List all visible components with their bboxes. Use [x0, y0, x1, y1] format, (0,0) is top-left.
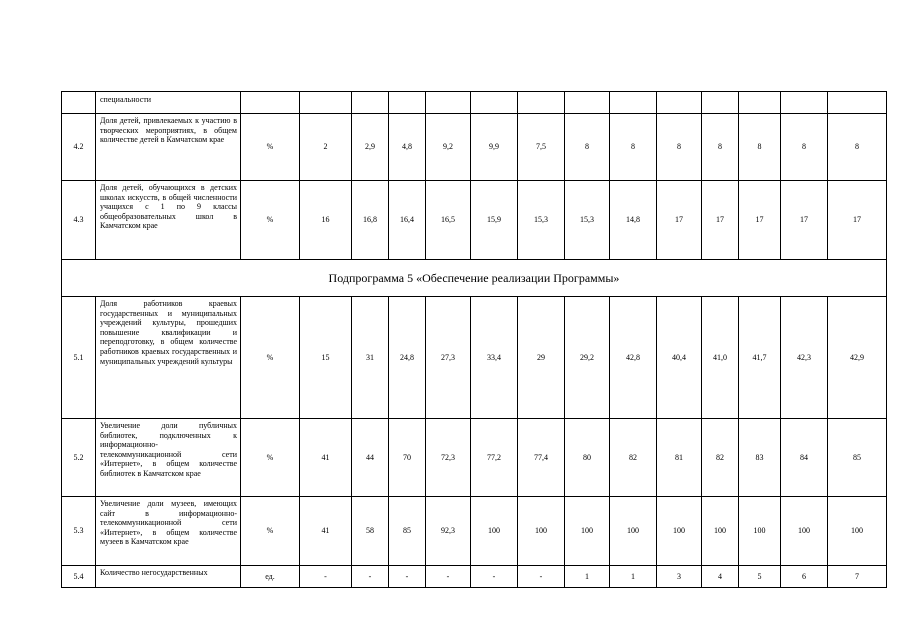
value-cell: -: [471, 566, 518, 588]
value-cell: 41,7: [739, 297, 781, 419]
value-cell: 1: [610, 566, 657, 588]
value-cell: 31: [352, 297, 389, 419]
unit-cell: %: [241, 419, 300, 497]
value-cell: 82: [702, 419, 739, 497]
value-cell: 77,2: [471, 419, 518, 497]
table-row: [62, 419, 887, 497]
value-cell: 1: [565, 566, 610, 588]
unit-cell: [241, 92, 300, 114]
table-row: [62, 566, 887, 588]
table-row: [62, 181, 887, 260]
value-cell: 42,9: [828, 297, 887, 419]
value-cell: [828, 92, 887, 114]
table-row: [62, 114, 887, 181]
value-cell: 2: [300, 114, 352, 181]
unit-cell: %: [241, 497, 300, 566]
value-cell: 70: [389, 419, 426, 497]
row-number: [62, 92, 96, 114]
value-cell: 100: [739, 497, 781, 566]
value-cell: 17: [702, 181, 739, 260]
value-cell: [781, 92, 828, 114]
unit-cell: %: [241, 114, 300, 181]
table-row: [62, 297, 887, 419]
row-number: 5.1: [62, 297, 96, 419]
value-cell: 4,8: [389, 114, 426, 181]
value-cell: 29,2: [565, 297, 610, 419]
subprogram-row: [62, 260, 887, 297]
row-number: 5.3: [62, 497, 96, 566]
value-cell: 5: [739, 566, 781, 588]
row-number: 5.4: [62, 566, 96, 588]
value-cell: 2,9: [352, 114, 389, 181]
row-number: 4.2: [62, 114, 96, 181]
value-cell: 27,3: [426, 297, 471, 419]
value-cell: 3: [657, 566, 702, 588]
value-cell: -: [389, 566, 426, 588]
unit-cell: ед.: [241, 566, 300, 588]
value-cell: 14,8: [610, 181, 657, 260]
indicators-table: [61, 91, 887, 588]
value-cell: 17: [828, 181, 887, 260]
value-cell: [657, 92, 702, 114]
value-cell: 15: [300, 297, 352, 419]
value-cell: -: [518, 566, 565, 588]
value-cell: 42,8: [610, 297, 657, 419]
value-cell: 41: [300, 419, 352, 497]
value-cell: 8: [828, 114, 887, 181]
value-cell: 72,3: [426, 419, 471, 497]
value-cell: 15,3: [518, 181, 565, 260]
indicator-description: Увеличение доли публичных библиотек, подключенных к информационно-телекоммуникационной сети «Интернет», в общем количестве библиотек в Камчатском крае: [96, 419, 241, 497]
table-row: [62, 92, 887, 114]
value-cell: 8: [781, 114, 828, 181]
indicator-description: Доля детей, обучающихся в детских школах искусств, в общей численности учащихся с 1 по 9 классы общеобразовательных школ в Камчатском крае: [96, 181, 241, 260]
value-cell: 100: [781, 497, 828, 566]
value-cell: [739, 92, 781, 114]
value-cell: 24,8: [389, 297, 426, 419]
value-cell: [389, 92, 426, 114]
indicator-description: Увеличение доли музеев, имеющих сайт в информационно-телекоммуникационной сети «Интернет», в общем количестве музеев в Камчатском крае: [96, 497, 241, 566]
value-cell: 85: [389, 497, 426, 566]
value-cell: 6: [781, 566, 828, 588]
value-cell: 100: [565, 497, 610, 566]
value-cell: [471, 92, 518, 114]
value-cell: [610, 92, 657, 114]
value-cell: 100: [518, 497, 565, 566]
value-cell: 17: [657, 181, 702, 260]
value-cell: 8: [565, 114, 610, 181]
value-cell: 40,4: [657, 297, 702, 419]
value-cell: [352, 92, 389, 114]
value-cell: 41,0: [702, 297, 739, 419]
value-cell: 33,4: [471, 297, 518, 419]
table-row: [62, 497, 887, 566]
value-cell: 15,3: [565, 181, 610, 260]
subprogram-title: Подпрограмма 5 «Обеспечение реализации Программы»: [62, 260, 887, 297]
value-cell: 100: [702, 497, 739, 566]
value-cell: [300, 92, 352, 114]
value-cell: 7,5: [518, 114, 565, 181]
value-cell: [702, 92, 739, 114]
value-cell: 84: [781, 419, 828, 497]
value-cell: 9,9: [471, 114, 518, 181]
value-cell: 8: [739, 114, 781, 181]
value-cell: 29: [518, 297, 565, 419]
value-cell: 8: [657, 114, 702, 181]
indicator-description: Доля работников краевых государственных и муниципальных учреждений культуры, прошедших повышение квалификации и переподготовку, в общем количестве работников краевых государственных и муниципальных учреждений культуры: [96, 297, 241, 419]
value-cell: 16,4: [389, 181, 426, 260]
value-cell: 80: [565, 419, 610, 497]
value-cell: [518, 92, 565, 114]
value-cell: 83: [739, 419, 781, 497]
value-cell: -: [352, 566, 389, 588]
value-cell: 9,2: [426, 114, 471, 181]
value-cell: -: [300, 566, 352, 588]
value-cell: -: [426, 566, 471, 588]
value-cell: 77,4: [518, 419, 565, 497]
value-cell: 100: [610, 497, 657, 566]
value-cell: 58: [352, 497, 389, 566]
value-cell: 17: [739, 181, 781, 260]
value-cell: 100: [657, 497, 702, 566]
value-cell: 81: [657, 419, 702, 497]
row-number: 5.2: [62, 419, 96, 497]
unit-cell: %: [241, 181, 300, 260]
value-cell: 41: [300, 497, 352, 566]
value-cell: 8: [610, 114, 657, 181]
unit-cell: %: [241, 297, 300, 419]
value-cell: 100: [828, 497, 887, 566]
value-cell: 17: [781, 181, 828, 260]
indicator-description: Количество негосударственных: [96, 566, 241, 588]
row-number: 4.3: [62, 181, 96, 260]
value-cell: 82: [610, 419, 657, 497]
value-cell: [426, 92, 471, 114]
value-cell: 100: [471, 497, 518, 566]
value-cell: 16: [300, 181, 352, 260]
value-cell: 8: [702, 114, 739, 181]
value-cell: 16,8: [352, 181, 389, 260]
value-cell: [565, 92, 610, 114]
value-cell: 4: [702, 566, 739, 588]
value-cell: 85: [828, 419, 887, 497]
value-cell: 15,9: [471, 181, 518, 260]
value-cell: 42,3: [781, 297, 828, 419]
indicator-description: специальности: [96, 92, 241, 114]
value-cell: 92,3: [426, 497, 471, 566]
value-cell: 44: [352, 419, 389, 497]
value-cell: 7: [828, 566, 887, 588]
indicator-description: Доля детей, привлекаемых к участию в творческих мероприятиях, в общем количестве детей в Камчатском крае: [96, 114, 241, 181]
value-cell: 16,5: [426, 181, 471, 260]
